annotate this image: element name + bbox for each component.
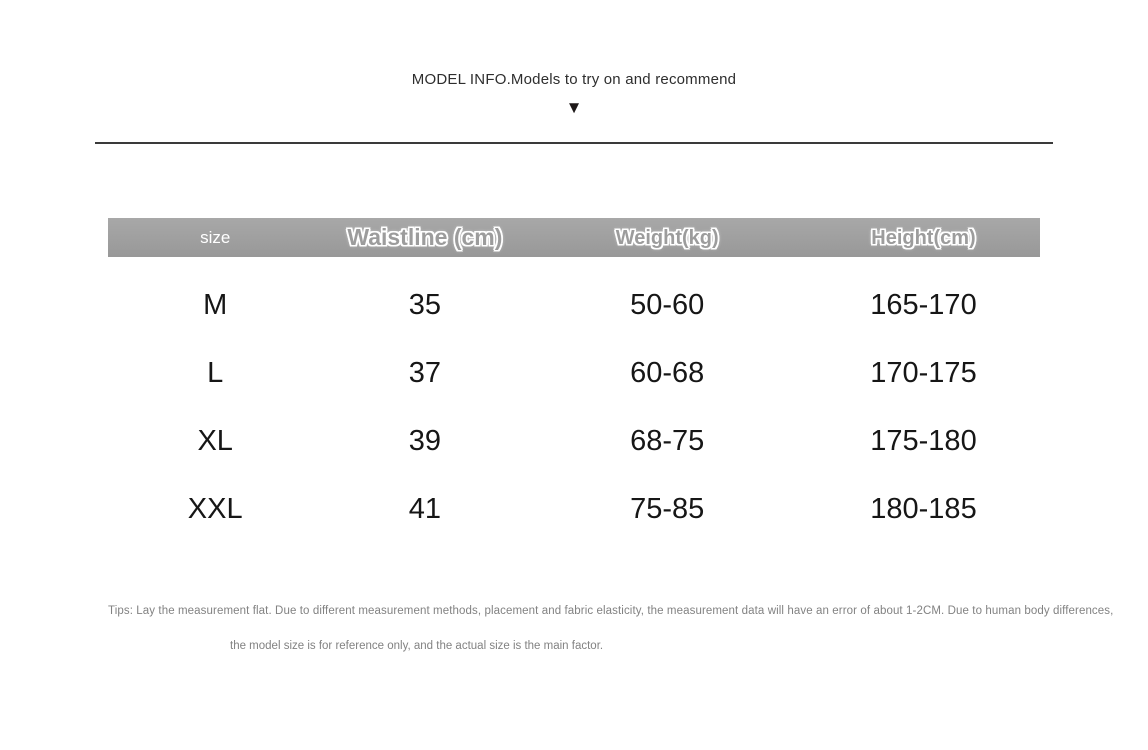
table-row (108, 339, 1040, 407)
table-header-row (108, 218, 1040, 257)
page-title: MODEL INFO.Models to try on and recommend (411, 71, 737, 88)
tips-line-1: Tips: Lay the measurement flat. Due to different measurement methods, placement and fabric elasticity, the measurement data will have an error of about 1-2CM. Due to human body differences, (108, 605, 1114, 617)
cell-waistline: 37 (408, 356, 441, 389)
size-table (108, 218, 1040, 543)
column-header-height: Height(cm) (871, 226, 976, 249)
cell-size: XXL (187, 492, 243, 525)
cell-size: XL (197, 424, 233, 457)
table-row (108, 271, 1040, 339)
column-header-waistline: Waistline (cm) (347, 224, 503, 250)
cell-height: 180-185 (870, 492, 977, 525)
table-body (108, 257, 1040, 543)
cell-height: 175-180 (870, 424, 977, 457)
cell-weight: 60-68 (630, 356, 705, 389)
divider-line (95, 142, 1053, 144)
cell-size: M (203, 288, 228, 321)
down-triangle-icon: ▼ (565, 98, 583, 117)
column-header-weight: Weight(kg) (615, 226, 719, 249)
table-row (108, 407, 1040, 475)
cell-weight: 75-85 (630, 492, 705, 525)
cell-height: 170-175 (870, 356, 977, 389)
cell-waistline: 41 (408, 492, 441, 525)
table-row (108, 475, 1040, 543)
cell-weight: 50-60 (630, 288, 705, 321)
measurement-tips (108, 604, 1114, 653)
cell-size: L (207, 356, 224, 389)
cell-height: 165-170 (870, 288, 977, 321)
column-header-size: size (200, 228, 231, 247)
cell-waistline: 35 (408, 288, 441, 321)
cell-waistline: 39 (408, 424, 441, 457)
cell-weight: 68-75 (630, 424, 705, 457)
tips-line-2: the model size is for reference only, and the actual size is the main factor. (230, 640, 604, 652)
